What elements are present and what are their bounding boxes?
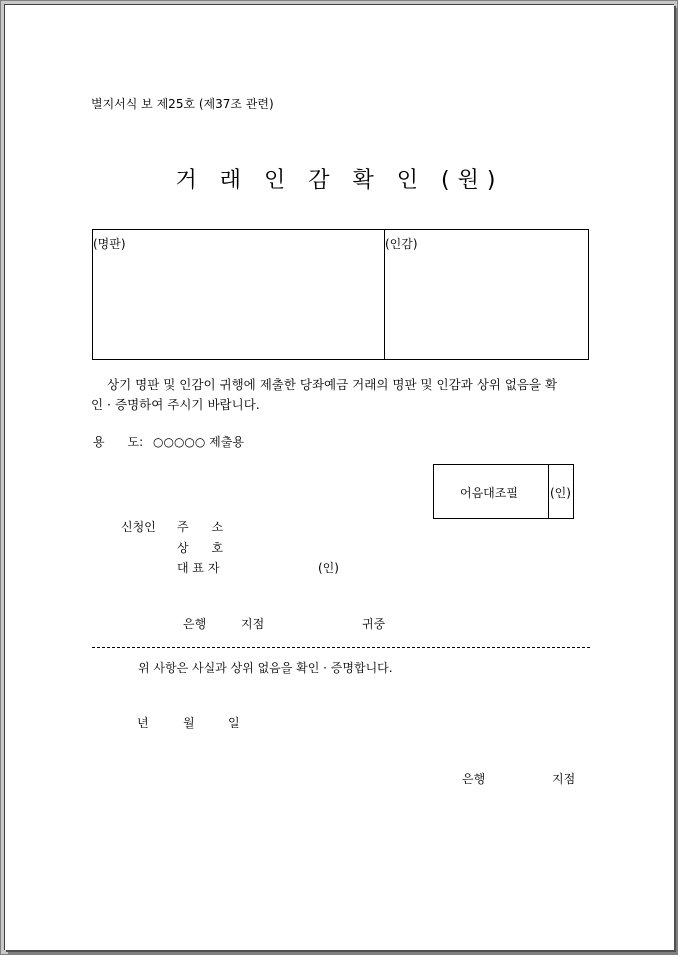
branch-label: 지점 <box>241 617 265 631</box>
day-label: 일 <box>228 716 240 730</box>
year-label: 년 <box>137 716 149 730</box>
confirmation-text: 위 사항은 사실과 상위 없음을 확인 · 증명합니다. <box>138 661 393 675</box>
purpose-label: 용 도: <box>93 435 144 449</box>
recipient-label: 귀중 <box>362 617 386 631</box>
bank-label: 은행 <box>183 617 207 631</box>
footer-branch-label: 지점 <box>552 772 576 786</box>
month-label: 월 <box>183 716 195 730</box>
document-page <box>4 4 674 950</box>
company-name-label: 상 호 <box>177 541 224 555</box>
nameplate-label: (명판) <box>93 237 126 251</box>
cut-line-divider <box>92 647 590 648</box>
form-header-note: 별지서식 보 제25호 (제37조 관련) <box>91 97 274 111</box>
nameplate-seal-box <box>92 229 589 360</box>
page-title: 거 래 인 감 확 인 (원) <box>175 168 504 193</box>
bill-check-divider <box>548 464 549 519</box>
footer-bank-label: 은행 <box>462 772 486 786</box>
statement-line-2: 인 · 증명하여 주시기 바랍니다. <box>91 397 260 412</box>
applicant-label: 신청인 <box>121 520 156 534</box>
purpose-value: ○○○○○ 제출용 <box>153 435 244 449</box>
address-label: 주 소 <box>177 520 224 534</box>
representative-label: 대 표 자 <box>177 561 220 575</box>
bill-check-label: 어음대조필 <box>460 486 518 500</box>
statement-line-1: 상기 명판 및 인감이 귀행에 제출한 당좌예금 거래의 명판 및 인감과 상위 없음을 확 <box>107 377 558 392</box>
bill-check-seal-mark: (인) <box>550 486 571 500</box>
seal-label: (인감) <box>385 237 418 251</box>
representative-seal-mark: (인) <box>318 561 339 575</box>
